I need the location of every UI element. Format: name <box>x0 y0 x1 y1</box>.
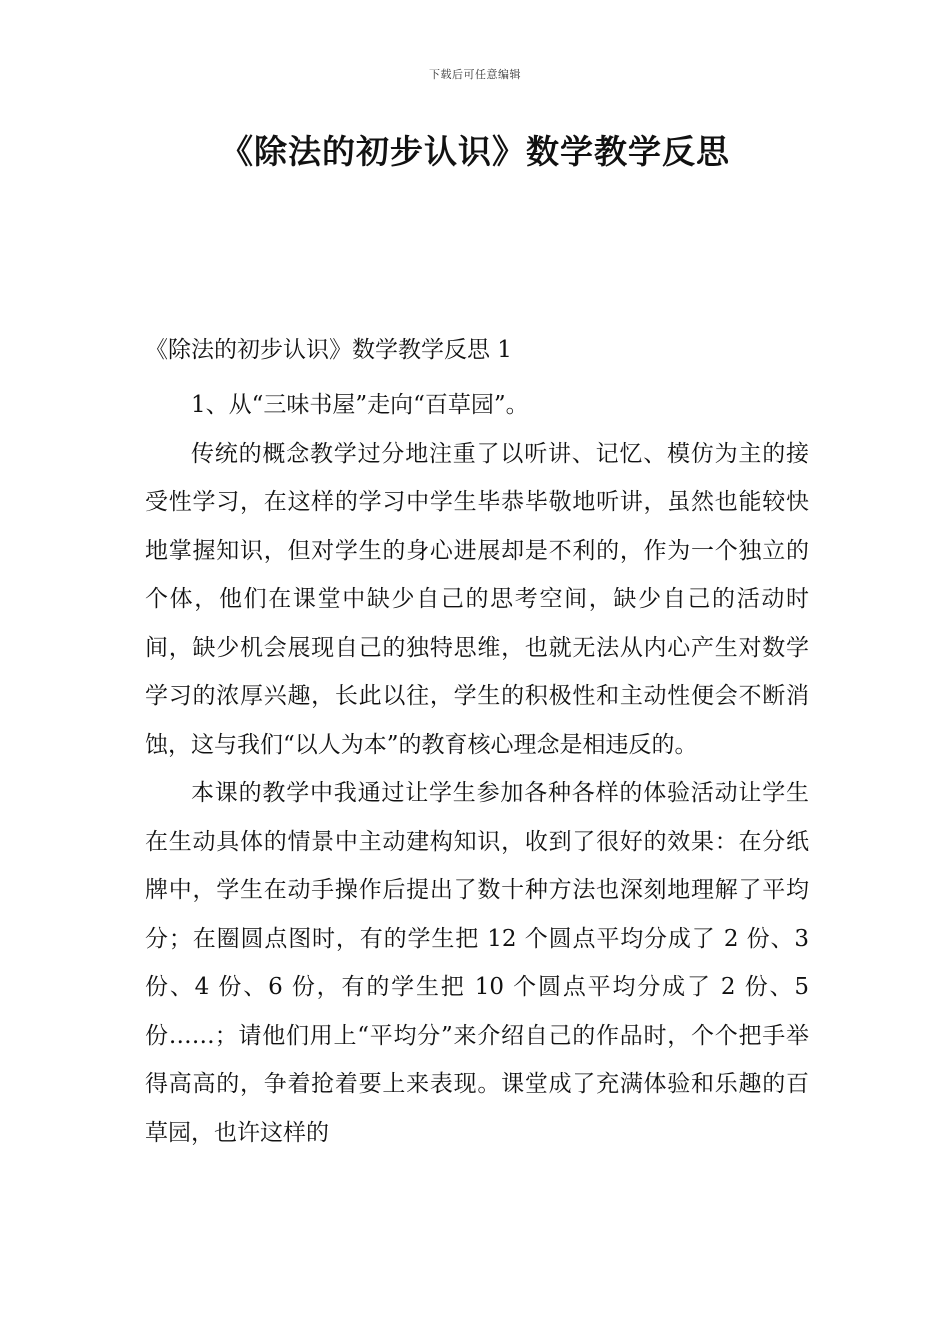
paragraph: 传统的概念教学过分地注重了以听讲、记忆、模仿为主的接受性学习，在这样的学习中学生毕恭毕敬地听讲，虽然也能较快地掌握知识，但对学生的身心进展却是不利的，作为一个独立的个体，他们在课堂中缺少自己的思考空间，缺少自己的活动时间，缺少机会展现自己的独特思维，也就无法从内心产生对数学学习的浓厚兴趣，长此以往，学生的积极性和主动性便会不断消蚀，这与我们“以人为本”的教育核心理念是相违反的。 <box>145 440 809 758</box>
document-title: 《除法的初步认识》数学教学反思 <box>220 132 730 171</box>
document-body <box>145 329 809 1157</box>
paragraph-subheading: 1、从“三味书屋”走向“百草园”。 <box>191 392 529 418</box>
section-heading: 《除法的初步认识》数学教学反思 1 <box>145 337 512 363</box>
header-note: 下载后可任意编辑 <box>429 68 521 81</box>
paragraph: 本课的教学中我通过让学生参加各种各样的体验活动让学生在生动具体的情景中主动建构知识，收到了很好的效果：在分纸牌中，学生在动手操作后提出了数十种方法也深刻地理解了平均分；在圈圆点图时，有的学生把 12 个圆点平均分成了 2 份、3 份、4 份、6 份，有的学生把 10 个圆点平均分成了 2 份、5 份……；请他们用上“平均分”来介绍自己的作品时，个个把手举得高高的，争着抢着要上来表现。课堂成了充满体验和乐趣的百草园，也许这样的 <box>145 780 809 1146</box>
